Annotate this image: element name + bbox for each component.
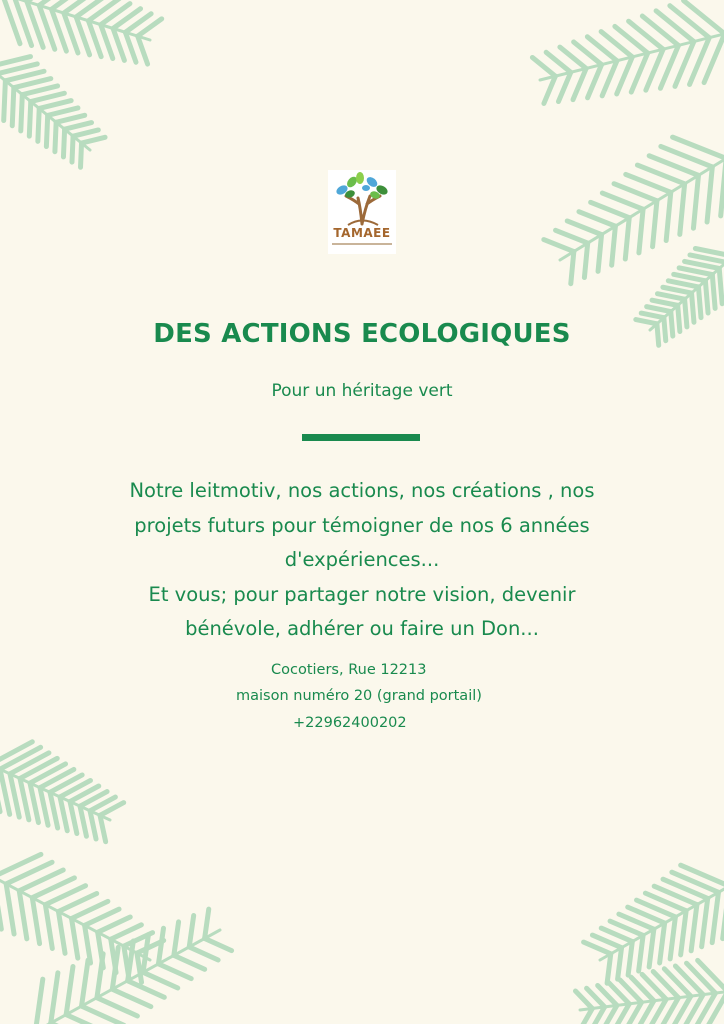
palm-leaflet [189, 916, 193, 947]
palm-leaflet [698, 287, 701, 318]
palm-leaflet [544, 240, 574, 252]
palm-leaflet [30, 764, 66, 783]
palm-leaflet [653, 201, 657, 247]
palm-leaflet [113, 28, 124, 60]
palm-leaflet [51, 973, 58, 1023]
palm-leaflet [571, 252, 574, 284]
palm-leaflet [607, 954, 611, 983]
palm-leaflet [19, 891, 27, 939]
palm-leaflet [55, 122, 56, 151]
palm-leaflet [641, 313, 664, 318]
palm-leaflet [674, 274, 706, 280]
palm-leaflet [97, 954, 103, 998]
palm-leaflet [629, 21, 663, 49]
palm-leaflet [174, 955, 205, 969]
palm-leaflet [668, 281, 698, 287]
palm-leaflet [684, 0, 724, 33]
palm-leaflet [70, 802, 77, 834]
palm-leaflet [35, 979, 42, 1024]
palm-leaflet [39, 101, 71, 109]
page-title: DES ACTIONS ECOLOGIQUES [153, 319, 571, 349]
palm-leaflet [691, 905, 697, 951]
palm-leaflet [158, 964, 191, 979]
palm-leaflet [12, 88, 14, 126]
palm-leaflet [707, 167, 712, 222]
palm-leaflet [32, 898, 39, 944]
palm-leaflet [4, 81, 6, 121]
palm-leaflet [66, 966, 73, 1014]
palm-leaflet [664, 969, 690, 996]
intro-line: bénévole, adhérer ou faire un Don... [185, 617, 539, 640]
palm-leaflet [73, 130, 98, 136]
palm-leaflet [128, 981, 165, 998]
palm-leaflet [143, 972, 178, 988]
palm-leaflet [82, 960, 89, 1006]
palm-leaflet [598, 235, 602, 272]
palm-leaflet [58, 912, 65, 954]
palm-leaflet [0, 854, 41, 877]
palm-leaflet [588, 65, 602, 98]
palm-leaflet [681, 911, 687, 955]
palm-leaflet [719, 268, 722, 303]
tamaee-logo [328, 170, 396, 254]
palm-leaflet [85, 925, 91, 963]
palm-leaflet [687, 963, 716, 993]
palm-leaflet [680, 184, 685, 235]
palm-leaflet [21, 95, 23, 131]
palm-leaflet [6, 884, 14, 934]
palm-leaflet [647, 307, 671, 312]
address-line-2: maison numéro 20 (grand portail) [236, 688, 482, 704]
logo-tagline-line [332, 243, 392, 245]
palm-leaflet [712, 275, 715, 309]
palm-leaflet [65, 123, 92, 130]
palm-leaflet [63, 129, 64, 157]
palm-leaflet [158, 928, 163, 964]
palm-leaflet [81, 143, 82, 167]
palm-leaflet [31, 93, 65, 101]
palm-leaflet [670, 6, 709, 38]
palm-leaflet [189, 947, 218, 960]
intro-line: Et vous; pour partager notre vision, devenir [148, 582, 576, 606]
palm-leaflet [628, 942, 632, 976]
palm-leaflet [672, 872, 719, 892]
palm-leaflet [625, 218, 629, 259]
tree-logo-icon [328, 170, 396, 226]
palm-leaflet [556, 230, 588, 243]
palm-leaflet [602, 61, 617, 96]
palm-leaflet [567, 221, 601, 235]
palm-leaflet [705, 281, 708, 313]
palm-leaflet [111, 925, 142, 939]
palm-leaflet [80, 806, 86, 836]
palm-leaflet [45, 905, 52, 949]
intro-line: projets futurs pour témoigner de nos 6 années [134, 513, 590, 537]
palm-leaflet [639, 209, 643, 253]
palm-leaflet [591, 202, 630, 217]
palm-leaflet [56, 115, 85, 122]
intro-paragraph [92, 474, 632, 647]
palm-leaflet [14, 79, 51, 88]
palm-leaflet [618, 948, 622, 979]
palm-leaflet [652, 300, 678, 305]
logo-wordmark: TAMAEE [333, 226, 391, 240]
palm-leaflet [685, 261, 720, 268]
palm-leaflet [112, 989, 151, 1006]
palm-leaflet [72, 918, 78, 958]
page-subtitle: Pour un héritage vert [271, 381, 453, 401]
palm-leaflet [666, 192, 671, 240]
address-line-1: Cocotiers, Rue 12213 [271, 662, 427, 678]
intro-line: d'expériences... [284, 548, 440, 571]
palm-leaflet [639, 935, 643, 971]
palm-leaflet [653, 972, 678, 998]
palm-leaflet [82, 137, 106, 143]
palm-leaflet [40, 788, 48, 826]
palm-leaflet [46, 115, 47, 146]
palm-leaflet [656, 11, 694, 42]
palm-leaflet [532, 57, 555, 76]
palm-leaflet [660, 923, 665, 963]
palm-leaflet [174, 922, 179, 956]
palm-leaflet [679, 268, 712, 275]
palm-leaflet [100, 815, 106, 841]
palm-leaflet [205, 938, 232, 950]
palm-leaflet [20, 778, 29, 819]
palm-leaflet [670, 917, 675, 959]
palm-leaflet [558, 72, 570, 101]
palm-leaflet [692, 293, 694, 322]
palm-leaflet [584, 243, 587, 277]
palm-leaflet [20, 758, 57, 778]
palm-leaflet [657, 294, 684, 300]
palm-leaflet [712, 892, 718, 942]
palm-leaflet [642, 16, 678, 45]
palm-leaflet [60, 797, 67, 831]
palm-leaflet [205, 909, 209, 938]
palm-leaflet [29, 102, 30, 137]
palm-leaflet [137, 953, 142, 982]
palm-leaflet [693, 175, 698, 228]
palm-leaflet [675, 966, 703, 995]
palm-leaflet [50, 792, 58, 828]
palm-leaflet [702, 898, 708, 946]
palm-leaflet [38, 108, 39, 141]
palm-leaflet [0, 877, 1, 929]
palm-leaflet [143, 935, 148, 973]
palm-leaflet [663, 287, 692, 293]
intro-line: Notre leitmotiv, nos actions, nos créations , nos [129, 479, 595, 502]
phone-number: +22962400202 [293, 715, 407, 731]
palm-leaflet [30, 783, 38, 822]
palm-leaflet [125, 32, 136, 62]
palm-leaflet [573, 68, 586, 99]
palm-leaflet [612, 226, 616, 265]
divider-bar [302, 434, 420, 441]
palm-leaflet [22, 86, 57, 95]
palm-leaflet [579, 212, 615, 227]
palm-leaflet [649, 929, 654, 967]
palm-leaflet [617, 57, 633, 94]
palm-leaflet [544, 76, 555, 103]
palm-leaflet [90, 811, 96, 839]
palm-leaflet [48, 108, 78, 115]
palm-leaflet [72, 136, 73, 162]
